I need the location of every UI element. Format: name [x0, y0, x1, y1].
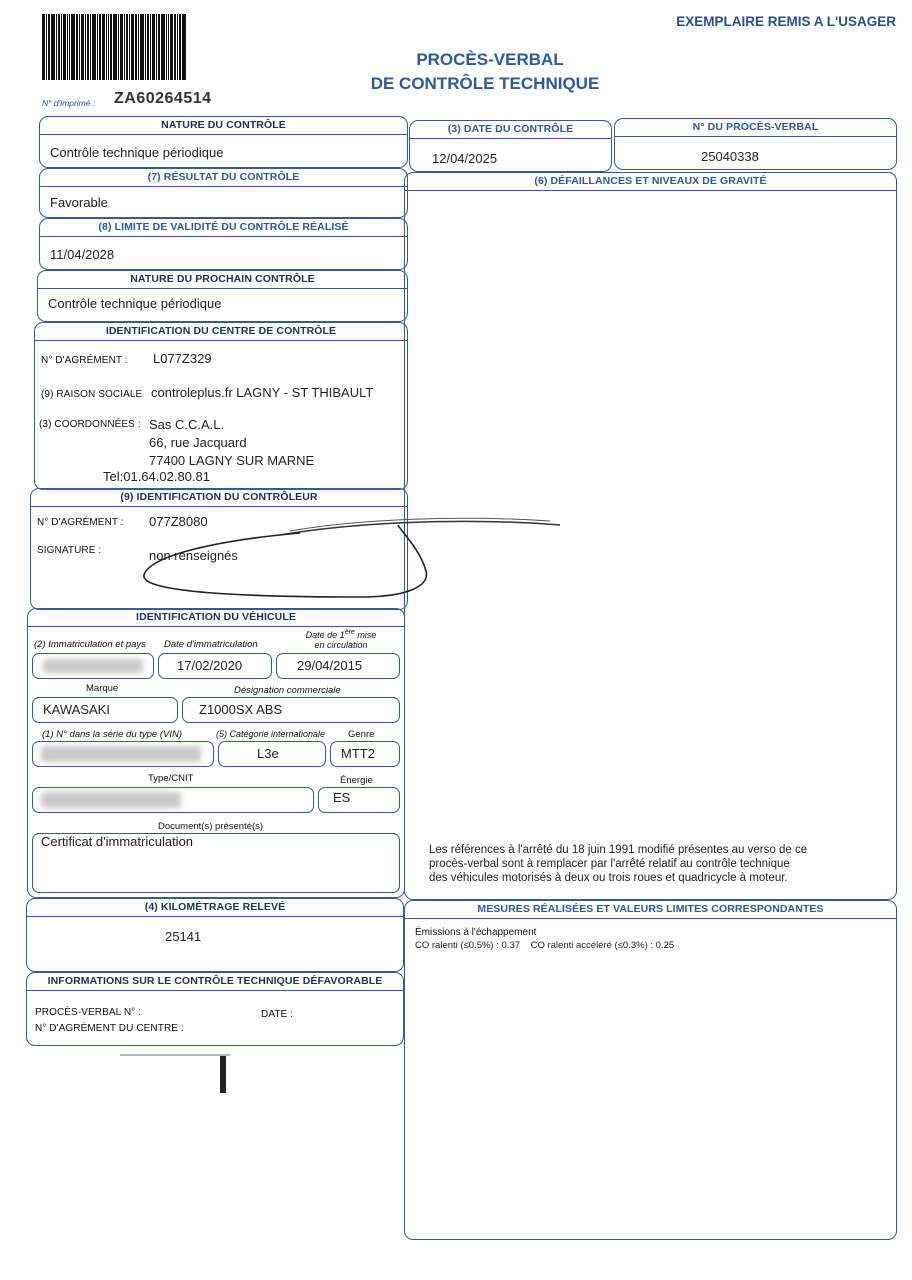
type-label: Type/CNIT: [148, 773, 194, 784]
type-field: [32, 787, 314, 813]
centre-agrement: L077Z329: [153, 351, 212, 366]
marque-label: Marque: [86, 683, 119, 694]
designation-label: Désignation commerciale: [234, 685, 341, 696]
premiere-field: [276, 653, 400, 679]
emissions-title: Émissions à l'échappement: [415, 927, 537, 938]
mesures-label: MESURES RÉALISÉES ET VALEURS LIMITES CORRESPONDANTES: [405, 901, 896, 919]
limite-validite-value: 11/04/2028: [50, 247, 115, 262]
immat-label: (2) Immatriculation et pays: [34, 639, 146, 650]
nature-controle-value: Contrôle technique périodique: [50, 145, 224, 160]
centre-tel: Tel:01.64.02.80.81: [103, 469, 210, 484]
centre-box: [34, 322, 408, 490]
num-pv-label: N° DU PROCÈS-VERBAL: [615, 119, 896, 137]
prochain-value: Contrôle technique périodique: [48, 296, 222, 311]
defavorable-box: [26, 972, 404, 1046]
scan-mark: [220, 1055, 226, 1093]
signature-label: SIGNATURE :: [37, 545, 102, 556]
vin-label: (1) N° dans la série du type (VIN): [42, 729, 183, 740]
premiere-circulation-label: Date de 1ère mise en circulation: [305, 629, 377, 650]
co-ralenti: 0.37: [501, 940, 521, 951]
defavorable-date-label: DATE :: [261, 1009, 294, 1020]
title-line2: DE CONTRÔLE TECHNIQUE: [370, 74, 600, 93]
limite-validite-label: (8) LIMITE DE VALIDITÉ DU CONTRÔLE RÉALISÉ: [40, 219, 407, 237]
genre-field: [330, 741, 400, 767]
mesures-box: [404, 900, 897, 1240]
date-immat-label: Date d'immatriculation: [164, 639, 258, 650]
centre-label: IDENTIFICATION DU CENTRE DE CONTRÔLE: [35, 323, 407, 341]
coord-line3: 77400 LAGNY SUR MARNE: [149, 453, 315, 468]
note-line2: procès-verbal sont à remplacer par l'arrêté relatif au contrôle technique: [429, 858, 790, 870]
coord-line2: 66, rue Jacquard: [149, 435, 247, 450]
co-measures: [415, 940, 674, 951]
co-accel-label: CO ralenti accéléré (≤0.3%) :: [530, 940, 654, 951]
scan-line: [120, 1054, 230, 1056]
resultat-box: [39, 168, 408, 218]
date-controle-box: [409, 120, 612, 172]
note-line3: des véhicules motorisés à deux ou trois roues et quadricycle à moteur.: [429, 872, 788, 884]
defavorable-agrement-label: N° D'AGRÉMENT DU CENTRE :: [35, 1023, 184, 1034]
controleur-agrement-label: N° D'AGRÉMENT :: [37, 517, 124, 528]
vehicule-label: IDENTIFICATION DU VÉHICULE: [28, 609, 404, 627]
immat-redacted: [43, 659, 143, 673]
raison-sociale: controleplus.fr LAGNY - ST THIBAULT: [151, 385, 374, 400]
marque-field: [32, 697, 178, 723]
energie-field: [318, 787, 400, 813]
documents-label: Document(s) présenté(s): [158, 821, 264, 832]
date-immat: 17/02/2020: [177, 658, 243, 673]
designation-field: [182, 697, 400, 723]
nature-controle-box: [39, 116, 408, 168]
controleur-agrement: 077Z8080: [149, 514, 208, 529]
print-number: ZA60264514: [114, 90, 212, 107]
copy-notice: EXEMPLAIRE REMIS A L'USAGER: [676, 14, 896, 29]
genre: MTT2: [341, 746, 375, 761]
energie: ES: [333, 790, 351, 805]
kilometrage-value: 25141: [165, 929, 202, 944]
limite-validite-box: [39, 218, 408, 270]
vin-field: [32, 741, 214, 767]
coordonnees-label: (3) COORDONNÉES :: [39, 419, 141, 430]
defavorable-label: INFORMATIONS SUR LE CONTRÔLE TECHNIQUE DÉFAVORABLE: [27, 973, 403, 991]
signature-value: non renseignés: [149, 548, 238, 563]
defaillances-label: (6) DÉFAILLANCES ET NIVEAUX DE GRAVITÉ: [405, 173, 896, 191]
categorie-label: (5) Catégorie internationale: [216, 729, 326, 739]
prochain-box: [37, 270, 408, 322]
date-immat-field: [158, 653, 272, 679]
resultat-value: Favorable: [50, 195, 108, 210]
centre-agrement-label: N° D'AGRÉMENT :: [41, 355, 128, 366]
kilometrage-box: [26, 898, 404, 972]
designation: Z1000SX ABS: [199, 702, 283, 717]
note-line1: Les références à l'arrêté du 18 juin 1991 modifié présentes au verso de ce: [429, 844, 808, 856]
kilometrage-label: (4) KILOMÉTRAGE RELEVÉ: [27, 899, 403, 917]
defavorable-pv-label: PROCÈS-VERBAL N° :: [35, 1007, 142, 1018]
marque: KAWASAKI: [43, 702, 110, 717]
num-pv-value: 25040338: [701, 149, 759, 164]
raison-sociale-label: (9) RAISON SOCIALE: [41, 389, 143, 400]
signature-scribble: [130, 505, 570, 605]
barcode: [42, 14, 208, 80]
vin-redacted: [41, 746, 201, 762]
num-pv-box: [614, 118, 897, 170]
immat-field: [32, 653, 154, 679]
categorie: L3e: [257, 746, 279, 761]
genre-label: Genre: [348, 729, 375, 740]
vehicule-box: [27, 608, 405, 898]
type-redacted: [41, 792, 181, 808]
nature-controle-label: NATURE DU CONTRÔLE: [40, 117, 407, 135]
date-controle-value: 12/04/2025: [432, 151, 498, 166]
categorie-field: [218, 741, 326, 767]
premiere: 29/04/2015: [297, 658, 363, 673]
co-accel: 0.25: [655, 940, 675, 951]
title-line1: PROCÈS-VERBAL: [416, 50, 564, 69]
print-number-label: N° d'imprimé :: [42, 98, 96, 108]
date-controle-label: (3) DATE DU CONTRÔLE: [410, 121, 611, 139]
prochain-label: NATURE DU PROCHAIN CONTRÔLE: [38, 271, 407, 289]
coord-line1: Sas C.C.A.L.: [149, 417, 225, 432]
resultat-label: (7) RÉSULTAT DU CONTRÔLE: [40, 169, 407, 187]
co-ralenti-label: CO ralenti (≤0.5%) :: [415, 940, 499, 951]
defaillances-note: [429, 843, 807, 885]
controleur-label: (9) IDENTIFICATION DU CONTRÔLEUR: [31, 489, 407, 507]
documents-field: [32, 833, 400, 893]
energie-label: Énergie: [340, 775, 373, 786]
documents: Certificat d'immatriculation: [41, 834, 194, 849]
